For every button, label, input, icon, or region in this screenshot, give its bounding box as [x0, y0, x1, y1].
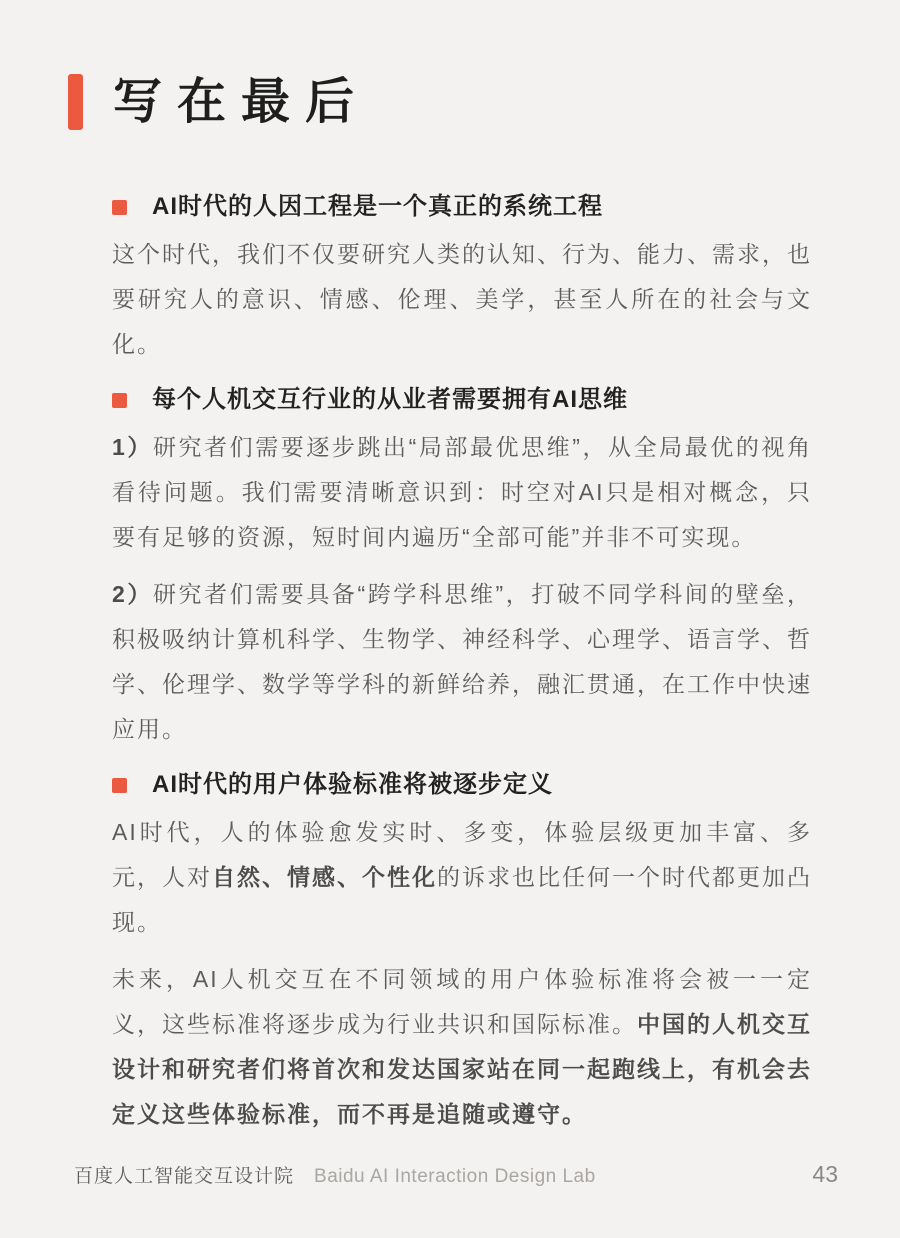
emphasis-text: 中国的人机交互设计和研究者们将首次和发达国家站在同一起跑线上，有机会去定义这些体验标准，而不再是追随或遵守。 — [112, 1011, 812, 1127]
section-heading — [112, 385, 812, 415]
page-number: 43 — [812, 1161, 838, 1187]
section-ux-standards — [112, 770, 812, 1137]
body-text: 这个时代，我们不仅要研究人类的认知、行为、能力、需求，也要研究人的意识、情感、伦理、美学，甚至人所在的社会与文化。 — [112, 241, 812, 357]
paragraph — [112, 572, 812, 752]
body-text: 的诉求也比任何一个时代都更加凸现。 — [112, 864, 812, 935]
page-footer — [74, 1161, 838, 1188]
section-ai-mindset — [112, 385, 812, 752]
emphasis-text: 2） — [112, 581, 153, 607]
page-title: 写在最后 — [113, 74, 370, 129]
emphasis-text: 1） — [112, 434, 153, 460]
emphasis-text: 自然、情感、个性化 — [212, 864, 437, 890]
body-text: AI时代，人的体验愈发实时、多变，体验层级更加丰富、多元，人对 — [112, 819, 812, 890]
bullet-square-icon — [112, 778, 127, 793]
bullet-square-icon — [112, 393, 127, 408]
section-heading-text: 每个人机交互行业的从业者需要拥有AI思维 — [152, 386, 628, 413]
body-text: 未来，AI人机交互在不同领域的用户体验标准将会被一一定义，这些标准将逐步成为行业共识和国际标准。 — [112, 966, 812, 1037]
content — [112, 192, 812, 1137]
section-heading-text: AI时代的用户体验标准将被逐步定义 — [152, 771, 553, 798]
section-heading-text: AI时代的人因工程是一个真正的系统工程 — [152, 193, 603, 220]
body-text: 研究者们需要逐步跳出“局部最优思维”，从全局最优的视角看待问题。我们需要清晰意识到：时空对AI只是相对概念，只要有足够的资源，短时间内遍历“全部可能”并非不可实现。 — [112, 434, 812, 550]
body-text: 研究者们需要具备“跨学科思维”，打破不同学科间的壁垒，积极吸纳计算机科学、生物学、神经科学、心理学、语言学、哲学、伦理学、数学等学科的新鲜给养，融汇贯通，在工作中快速应用。 — [112, 581, 812, 742]
section-heading — [112, 192, 812, 222]
paragraph — [112, 810, 812, 945]
paragraph — [112, 957, 812, 1137]
page-header — [0, 0, 900, 130]
org-name-en: Baidu AI Interaction Design Lab — [314, 1166, 596, 1187]
section-heading — [112, 770, 812, 800]
title-accent-bar — [68, 74, 83, 130]
section-human-factors — [112, 192, 812, 367]
bullet-square-icon — [112, 200, 127, 215]
paragraph — [112, 232, 812, 367]
paragraph — [112, 425, 812, 560]
org-name-cn: 百度人工智能交互设计院 — [74, 1166, 295, 1187]
